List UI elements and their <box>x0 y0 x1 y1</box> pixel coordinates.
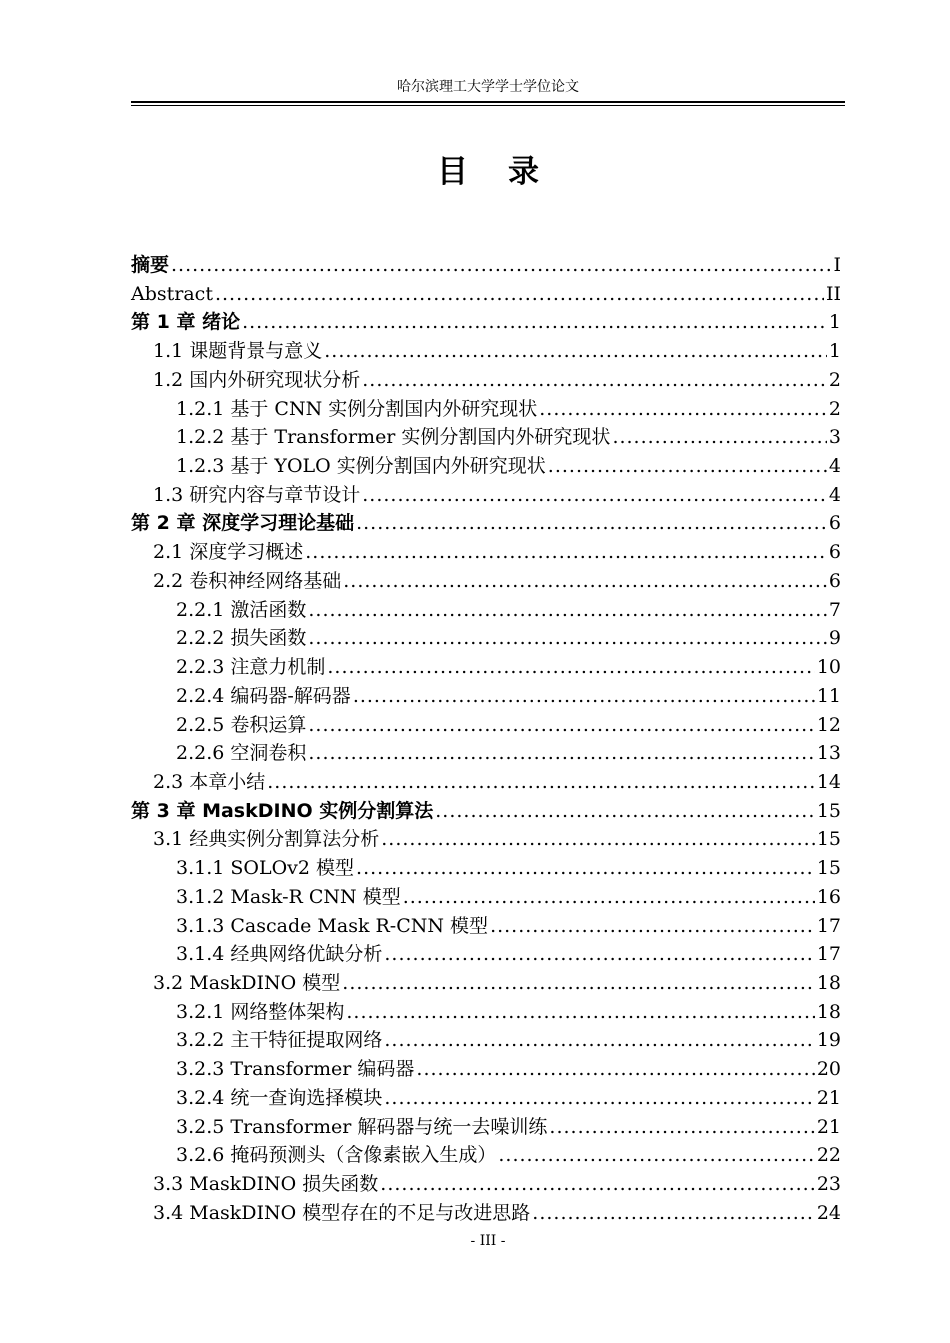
toc-entry-page: 17 <box>816 914 841 937</box>
toc-entry-label: 2.1 深度学习概述 <box>153 541 304 564</box>
toc-entry-label: 3.2.3 Transformer 编码器 <box>176 1058 415 1081</box>
toc-entry-page: 2 <box>828 368 841 391</box>
toc-entry-page: 15 <box>816 857 841 880</box>
toc-entry-page: 20 <box>816 1058 841 1081</box>
toc-entry[interactable] <box>131 251 841 280</box>
toc-entry-page: 18 <box>816 971 841 994</box>
toc-entry-page: 4 <box>828 455 841 478</box>
toc-entry-label: 1.3 研究内容与章节设计 <box>153 483 361 506</box>
toc-entry-label: 1.2.3 基于 YOLO 实例分割国内外研究现状 <box>176 455 546 478</box>
dot-leader <box>384 940 814 969</box>
dot-leader <box>171 251 831 280</box>
toc-entry-page: 18 <box>816 1000 841 1023</box>
toc-entry-page: 1 <box>828 311 841 334</box>
dot-leader <box>356 509 827 538</box>
toc-entry-label: 1.2 国内外研究现状分析 <box>153 368 361 391</box>
toc-entry[interactable] <box>131 337 841 366</box>
toc-entry-page: 23 <box>816 1173 841 1195</box>
toc-entry-label: 第 3 章 MaskDINO 实例分割算法 <box>131 799 434 822</box>
toc-entry-label: 2.2 卷积神经网络基础 <box>153 569 342 592</box>
dot-leader <box>346 998 814 1027</box>
toc-entry[interactable] <box>131 567 841 596</box>
header-rule <box>131 101 845 106</box>
toc-entry-page: 9 <box>828 627 841 650</box>
dot-leader <box>549 1113 814 1142</box>
toc-entry[interactable] <box>131 481 841 510</box>
dot-leader <box>342 969 815 998</box>
dot-leader <box>490 912 815 941</box>
dot-leader <box>242 308 827 337</box>
toc-entry-page: 2 <box>828 397 841 420</box>
toc-entry-label: 1.2.1 基于 CNN 实例分割国内外研究现状 <box>176 397 538 420</box>
toc-entry[interactable] <box>131 940 841 969</box>
toc-entry[interactable] <box>131 1026 841 1055</box>
dot-leader <box>403 883 815 912</box>
toc-entry-page: 21 <box>816 1115 841 1138</box>
toc-entry[interactable] <box>131 538 841 567</box>
dot-leader <box>353 682 815 711</box>
toc-entry-label: 3.2.1 网络整体架构 <box>176 1000 345 1023</box>
dot-leader <box>343 567 827 596</box>
toc-entry[interactable] <box>131 395 841 424</box>
toc-entry-label: 2.2.2 损失函数 <box>176 627 307 650</box>
toc-entry[interactable] <box>131 308 841 337</box>
toc-entry-page: 21 <box>816 1086 841 1109</box>
dot-leader <box>381 825 815 854</box>
toc-entry-page: II <box>825 282 841 305</box>
dot-leader <box>384 1084 814 1113</box>
toc-entry[interactable] <box>131 883 841 912</box>
toc-entry-page: 7 <box>828 598 841 621</box>
toc-entry[interactable] <box>131 624 841 653</box>
toc-entry-label: 3.2 MaskDINO 模型 <box>153 971 341 994</box>
toc-entry[interactable] <box>131 509 841 538</box>
toc-entry-page: 10 <box>816 656 841 679</box>
toc-entry-page: 22 <box>816 1144 841 1167</box>
toc-entry[interactable] <box>131 280 841 309</box>
toc-entry[interactable] <box>131 854 841 883</box>
table-of-contents <box>131 251 841 1227</box>
dot-leader <box>532 1199 815 1228</box>
toc-entry-label: 3.4 MaskDINO 模型存在的不足与改进思路 <box>153 1201 531 1224</box>
dot-leader <box>308 739 814 768</box>
toc-entry-page: I <box>833 254 841 276</box>
toc-entry-page: 6 <box>828 569 841 592</box>
dot-leader <box>498 1141 814 1170</box>
toc-entry-label: 3.2.6 掩码预测头（含像素嵌入生成） <box>176 1144 497 1167</box>
toc-entry-label: Abstract <box>131 282 213 305</box>
toc-entry-label: 第 2 章 深度学习理论基础 <box>131 512 355 535</box>
toc-entry-page: 15 <box>816 799 841 822</box>
dot-leader <box>539 395 827 424</box>
dot-leader <box>267 768 815 797</box>
toc-entry[interactable] <box>131 1170 841 1199</box>
toc-entry[interactable] <box>131 998 841 1027</box>
toc-entry[interactable] <box>131 1113 841 1142</box>
toc-entry-label: 2.2.5 卷积运算 <box>176 713 307 736</box>
dot-leader <box>362 366 827 395</box>
toc-entry[interactable] <box>131 825 841 854</box>
dot-leader <box>324 337 827 366</box>
dot-leader <box>308 596 827 625</box>
toc-entry-label: 3.1.3 Cascade Mask R-CNN 模型 <box>176 914 489 937</box>
dot-leader <box>308 711 814 740</box>
toc-entry-label: 3.2.2 主干特征提取网络 <box>176 1029 383 1052</box>
toc-entry-page: 24 <box>816 1201 841 1224</box>
toc-entry[interactable] <box>131 366 841 395</box>
toc-entry[interactable] <box>131 423 841 452</box>
dot-leader <box>305 538 827 567</box>
toc-entry-label: 2.2.6 空洞卷积 <box>176 742 307 765</box>
toc-entry-label: 第 1 章 绪论 <box>131 311 241 334</box>
toc-entry[interactable] <box>131 739 841 768</box>
dot-leader <box>356 854 815 883</box>
toc-entry-label: 1.1 课题背景与意义 <box>153 340 323 363</box>
toc-entry-page: 12 <box>816 713 841 736</box>
page-title: 目录 <box>437 154 579 190</box>
toc-entry-label: 2.3 本章小结 <box>153 770 266 793</box>
toc-entry-label: 3.1.1 SOLOv2 模型 <box>176 857 355 880</box>
toc-entry-label: 3.3 MaskDINO 损失函数 <box>153 1173 379 1195</box>
toc-entry-label: 2.2.4 编码器-解码器 <box>176 684 351 707</box>
toc-entry-label: 3.1.4 经典网络优缺分析 <box>176 943 383 966</box>
toc-entry-page: 14 <box>816 770 841 793</box>
toc-entry-page: 3 <box>828 426 841 449</box>
toc-entry-page: 17 <box>816 943 841 966</box>
toc-entry[interactable] <box>131 797 841 826</box>
toc-entry[interactable] <box>131 596 841 625</box>
toc-entry[interactable] <box>131 969 841 998</box>
toc-entry-label: 摘要 <box>131 254 170 276</box>
dot-leader <box>384 1026 814 1055</box>
dot-leader <box>327 653 814 682</box>
toc-entry-page: 1 <box>828 340 841 363</box>
dot-leader <box>380 1170 815 1199</box>
toc-entry-page: 19 <box>816 1029 841 1052</box>
toc-entry-page: 4 <box>828 483 841 506</box>
dot-leader <box>308 624 827 653</box>
dot-leader <box>548 452 827 481</box>
running-header: 哈尔滨理工大学学士学位论文 <box>397 79 579 95</box>
toc-entry[interactable] <box>131 452 841 481</box>
dot-leader <box>362 481 827 510</box>
toc-entry[interactable] <box>131 1141 841 1170</box>
dot-leader <box>416 1055 814 1084</box>
toc-entry[interactable] <box>131 1199 841 1228</box>
toc-entry-label: 3.2.5 Transformer 解码器与统一去噪训练 <box>176 1115 548 1138</box>
toc-entry-label: 1.2.2 基于 Transformer 实例分割国内外研究现状 <box>176 426 611 449</box>
toc-entry-label: 3.2.4 统一查询选择模块 <box>176 1086 383 1109</box>
dot-leader <box>612 423 826 452</box>
toc-entry-page: 16 <box>816 885 841 908</box>
toc-entry[interactable] <box>131 711 841 740</box>
toc-entry-label: 2.2.3 注意力机制 <box>176 656 326 679</box>
dot-leader <box>215 280 824 309</box>
toc-entry-page: 6 <box>828 512 841 535</box>
toc-entry-page: 11 <box>816 684 841 707</box>
toc-entry-label: 2.2.1 激活函数 <box>176 598 307 621</box>
toc-entry[interactable] <box>131 653 841 682</box>
page-number: - III - <box>470 1233 506 1249</box>
toc-entry[interactable] <box>131 768 841 797</box>
toc-entry-page: 6 <box>828 541 841 564</box>
toc-entry[interactable] <box>131 1084 841 1113</box>
toc-entry[interactable] <box>131 912 841 941</box>
toc-entry-page: 13 <box>816 742 841 765</box>
toc-entry[interactable] <box>131 1055 841 1084</box>
toc-entry[interactable] <box>131 682 841 711</box>
toc-entry-label: 3.1 经典实例分割算法分析 <box>153 828 380 851</box>
toc-entry-label: 3.1.2 Mask-R CNN 模型 <box>176 885 401 908</box>
toc-entry-page: 15 <box>816 828 841 851</box>
dot-leader <box>435 797 815 826</box>
